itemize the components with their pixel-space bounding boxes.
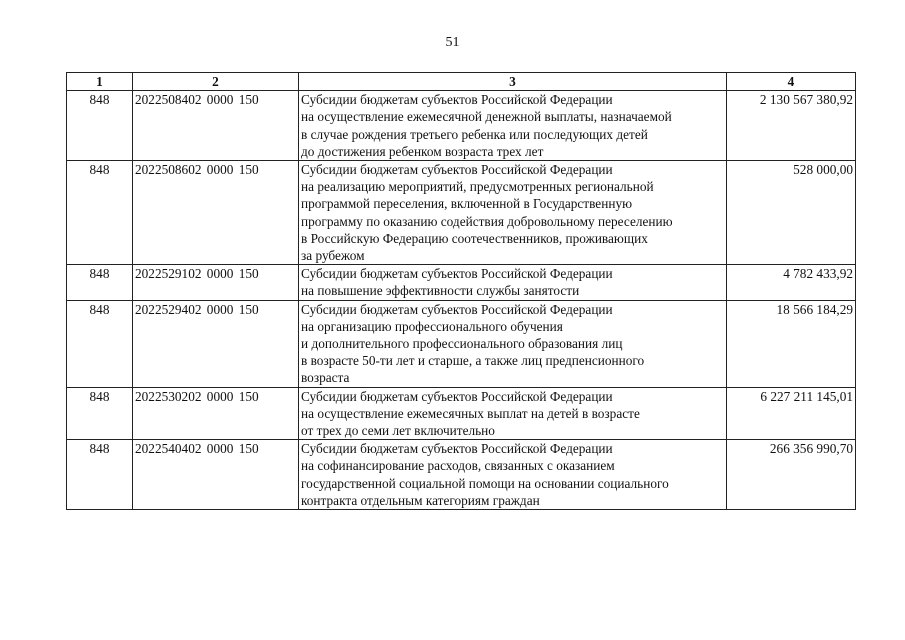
table-row (67, 91, 856, 161)
amount-cell: 2 130 567 380,92 (727, 91, 856, 161)
description-line: до достижения ребенком возраста трех лет (301, 143, 544, 159)
budget-classification-code-cell: 2022540402 0000 150 (133, 440, 299, 510)
budget-table (66, 72, 856, 510)
budget-classification-code-cell: 2022530202 0000 150 (133, 387, 299, 440)
table-row (67, 265, 856, 300)
description-cell (299, 265, 727, 300)
column-header-3: 3 (299, 73, 727, 91)
description-cell (299, 387, 727, 440)
amount-cell: 266 356 990,70 (727, 440, 856, 510)
description-line: на повышение эффективности службы занятости (301, 283, 580, 299)
budget-classification-code-cell: 2022529102 0000 150 (133, 265, 299, 300)
description-line: контракта отдельным категориям граждан (301, 492, 540, 508)
description-line: Субсидии бюджетам субъектов Российской Федерации (301, 441, 613, 457)
description-cell (299, 161, 727, 265)
column-header-4: 4 (727, 73, 856, 91)
amount-cell: 4 782 433,92 (727, 265, 856, 300)
description-line: на осуществление ежемесячной денежной выплаты, назначаемой (301, 109, 672, 125)
description-cell (299, 91, 727, 161)
description-line: Субсидии бюджетам субъектов Российской Федерации (301, 92, 613, 108)
description-line: возраста (301, 370, 350, 386)
admin-code-cell: 848 (67, 440, 133, 510)
page-number: 51 (445, 35, 460, 50)
description-line: программу по оказанию содействия добровольному переселению (301, 213, 673, 229)
description-line: Субсидии бюджетам субъектов Российской Федерации (301, 388, 613, 404)
description-line: программой переселения, включенной в Государственную (301, 196, 633, 212)
table-header-row (67, 73, 856, 91)
description-line: за рубежом (301, 248, 365, 264)
description-line: Субсидии бюджетам субъектов Российской Федерации (301, 162, 613, 178)
description-line: на организацию профессионального обучения (301, 318, 563, 334)
description-cell (299, 440, 727, 510)
amount-cell: 528 000,00 (727, 161, 856, 265)
admin-code-cell: 848 (67, 91, 133, 161)
budget-classification-code-cell: 2022508402 0000 150 (133, 91, 299, 161)
description-line: Субсидии бюджетам субъектов Российской Федерации (301, 266, 613, 282)
table-row (67, 161, 856, 265)
description-line: от трех до семи лет включительно (301, 423, 495, 439)
table-row (67, 387, 856, 440)
admin-code-cell: 848 (67, 387, 133, 440)
description-line: на осуществление ежемесячных выплат на детей в возрасте (301, 405, 640, 421)
description-line: в возрасте 50-ти лет и старше, а также лиц предпенсионного (301, 353, 645, 369)
table-row (67, 300, 856, 387)
amount-cell: 18 566 184,29 (727, 300, 856, 387)
description-line: на реализацию мероприятий, предусмотренных региональной (301, 179, 654, 195)
budget-classification-code-cell: 2022529402 0000 150 (133, 300, 299, 387)
description-cell (299, 300, 727, 387)
column-header-2: 2 (133, 73, 299, 91)
admin-code-cell: 848 (67, 300, 133, 387)
table-row (67, 440, 856, 510)
description-line: и дополнительного профессионального образования лиц (301, 336, 623, 352)
table-body (67, 91, 856, 510)
description-line: государственной социальной помощи на основании социального (301, 475, 669, 491)
description-line: в случае рождения третьего ребенка или последующих детей (301, 126, 648, 142)
admin-code-cell: 848 (67, 161, 133, 265)
column-header-1: 1 (67, 73, 133, 91)
description-line: в Российскую Федерацию соотечественников, проживающих (301, 230, 648, 246)
admin-code-cell: 848 (67, 265, 133, 300)
description-line: на софинансирование расходов, связанных с оказанием (301, 458, 615, 474)
budget-classification-code-cell: 2022508602 0000 150 (133, 161, 299, 265)
amount-cell: 6 227 211 145,01 (727, 387, 856, 440)
description-line: Субсидии бюджетам субъектов Российской Федерации (301, 301, 613, 317)
